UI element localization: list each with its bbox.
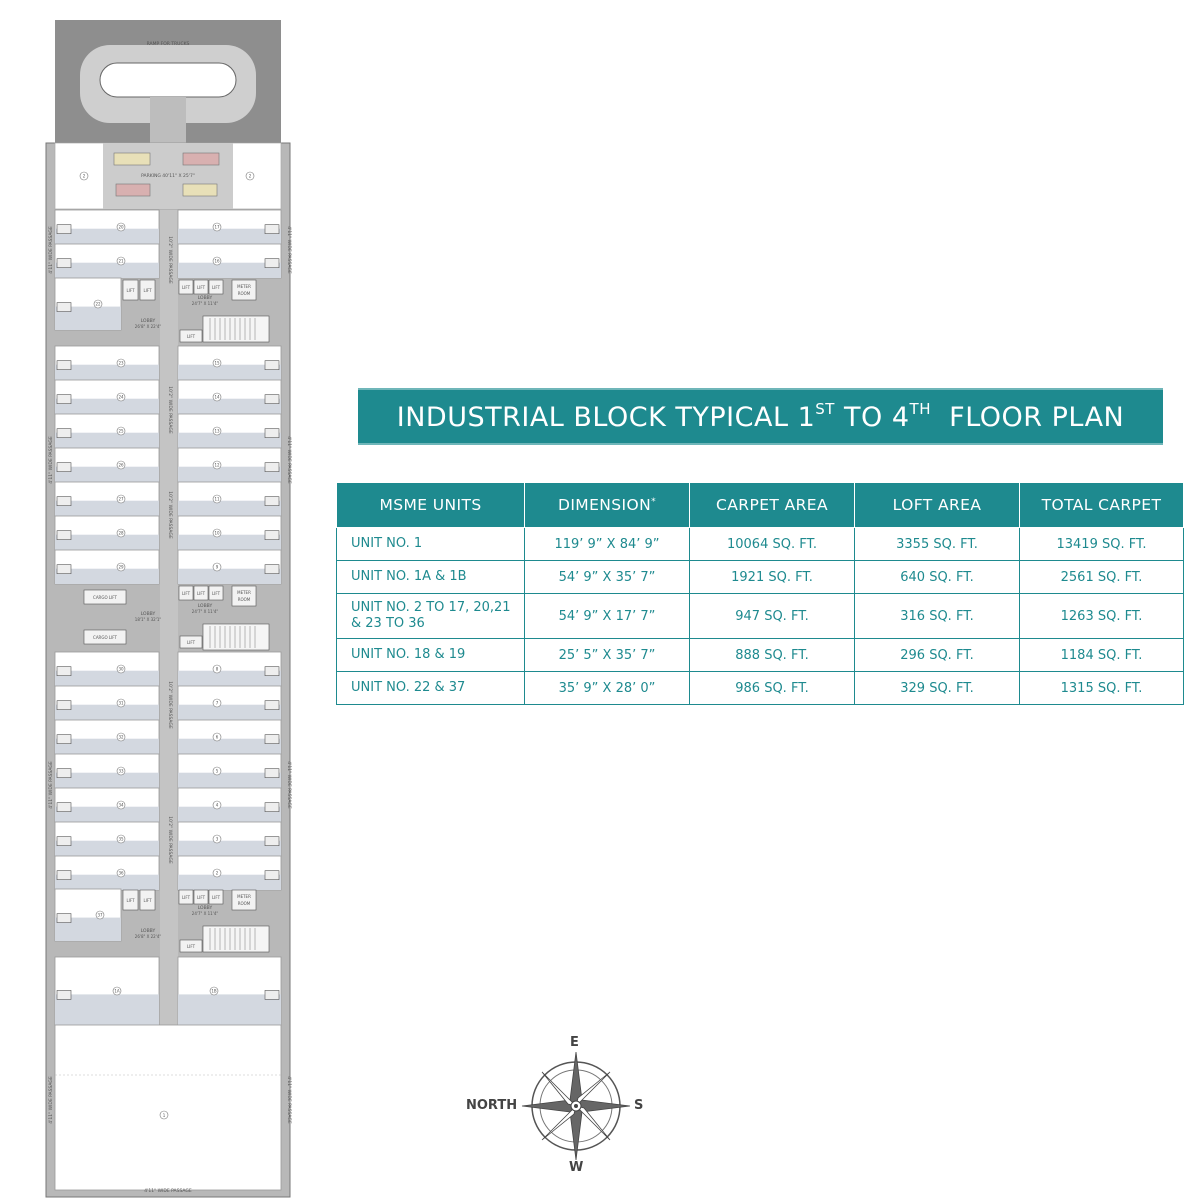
lift-label: LIFT (211, 285, 221, 290)
lobby-dimension: 26'8" X 22'4" (134, 324, 162, 329)
meter-room (232, 280, 256, 300)
lift-label: LIFT (126, 288, 135, 293)
loft-cell: 329 SQ. FT. (855, 672, 1020, 705)
lobby-dimension: 24'7" X 11'4" (191, 609, 219, 614)
loft-stair (265, 667, 279, 676)
lift-label: LIFT (211, 895, 221, 900)
unit-number: 37 (97, 912, 103, 918)
loft-stair (57, 701, 71, 710)
lift-label: LIFT (196, 285, 206, 290)
lift-label: LIFT (196, 591, 206, 596)
loft-stair (57, 395, 71, 404)
compass-south-label: S (634, 1098, 644, 1113)
unit-number: 12 (214, 462, 220, 468)
carpet-cell: 986 SQ. FT. (690, 672, 855, 705)
total-cell: 2561 SQ. FT. (1020, 561, 1184, 594)
column-header: DIMENSION* (525, 483, 690, 528)
loft-stair (265, 259, 279, 268)
loft-stair (265, 990, 279, 999)
compass-east-label: E (570, 1035, 579, 1050)
loft-stair (57, 914, 71, 923)
title-superscript: TH (909, 400, 931, 418)
dimension-cell: 35’ 9” X 28’ 0” (525, 672, 690, 705)
lobby-label: LOBBY (140, 929, 156, 934)
unit-number: 1B (211, 988, 217, 994)
unit-cell: UNIT NO. 2 TO 17, 20,21 & 23 TO 36 (337, 594, 525, 639)
loft-stair (265, 361, 279, 370)
truck-icon (116, 184, 150, 196)
meter-room-label: METER (237, 284, 251, 289)
truck-icon (183, 153, 219, 165)
lift-label: LIFT (186, 944, 196, 949)
title-text: TO 4 (834, 402, 910, 433)
side-passage-label: 4'11" WIDE PASSAGE (49, 761, 54, 809)
lift-label: LIFT (196, 895, 206, 900)
total-cell: 1315 SQ. FT. (1020, 672, 1184, 705)
cargo-lift-label: CARGO LIFT (93, 635, 117, 640)
bottom-passage-label: 4'11" WIDE PASSAGE (144, 1189, 192, 1194)
carpet-cell: 10064 SQ. FT. (690, 528, 855, 561)
loft-stair (57, 667, 71, 676)
unit-number: 1 (162, 1113, 166, 1118)
lift-label: LIFT (126, 898, 135, 903)
meter-room-label: METER (237, 894, 251, 899)
lobby-dimension: 18'1" X 32'1" (134, 617, 162, 622)
unit-cell: UNIT NO. 22 & 37 (337, 672, 525, 705)
staircase (203, 316, 269, 342)
unit-number: 5 (215, 768, 219, 774)
loft-stair (57, 871, 71, 880)
lobby-dimension: 24'7" X 11'4" (191, 301, 219, 306)
loft-stair (265, 837, 279, 846)
compass-west-label: W (569, 1160, 584, 1175)
loft-stair (265, 531, 279, 540)
lobby-label: LOBBY (140, 612, 156, 617)
loft-stair (57, 769, 71, 778)
loft-cell: 316 SQ. FT. (855, 594, 1020, 639)
truck-icon (183, 184, 217, 196)
lift-label: LIFT (143, 898, 152, 903)
loft-stair (265, 701, 279, 710)
unit-number: 27 (118, 496, 124, 502)
loft-stair (265, 497, 279, 506)
unit-number: 3 (215, 836, 219, 842)
meter-room-label: METER (237, 590, 251, 595)
title-superscript: ST (815, 400, 835, 418)
loft-stair (57, 497, 71, 506)
area-table (336, 482, 1184, 705)
unit-number: 32 (118, 734, 124, 740)
plan-title (358, 388, 1163, 445)
carpet-cell: 947 SQ. FT. (690, 594, 855, 639)
lobby-dimension: 24'7" X 11'4" (191, 911, 219, 916)
unit-number: 34 (118, 802, 124, 808)
loft-stair (57, 531, 71, 540)
title-text: FLOOR PLAN (931, 402, 1125, 433)
unit-number: 23 (118, 360, 124, 366)
loft-stair (57, 259, 71, 268)
unit-number: 11 (214, 496, 220, 502)
lobby-label: LOBBY (197, 604, 213, 609)
carpet-cell: 888 SQ. FT. (690, 639, 855, 672)
table-row (337, 639, 1184, 672)
unit-1-block (55, 1025, 281, 1190)
unit-number: 14 (214, 394, 220, 400)
loft-stair (265, 871, 279, 880)
central-passage-label: 10'2" WIDE PASSAGE (167, 491, 172, 539)
meter-room-label: ROOM (237, 291, 251, 296)
central-passage-label: 10'2" WIDE PASSAGE (167, 816, 172, 864)
loft-stair (57, 837, 71, 846)
loft-stair (265, 565, 279, 574)
central-passage-strip (160, 210, 178, 1025)
unit-number: 33 (118, 768, 124, 774)
staircase (203, 624, 269, 650)
dimension-cell: 54’ 9” X 17’ 7” (525, 594, 690, 639)
loft-stair (57, 735, 71, 744)
meter-room (232, 586, 256, 606)
lift-label: LIFT (186, 640, 196, 645)
cargo-lift-label: CARGO LIFT (93, 595, 117, 600)
unit-number: 36 (118, 870, 124, 876)
loft-stair (265, 803, 279, 812)
loft-stair (57, 803, 71, 812)
loft-stair (265, 769, 279, 778)
loft-cell: 296 SQ. FT. (855, 639, 1020, 672)
dimension-cell: 25’ 5” X 35’ 7” (525, 639, 690, 672)
lift-label: LIFT (181, 285, 191, 290)
column-header: MSME UNITS (337, 483, 525, 528)
parking-label: PARKING 40'11" X 25'7" (141, 174, 195, 179)
lobby-label: LOBBY (140, 319, 156, 324)
unit-number: 9 (215, 564, 219, 570)
unit-number: 7 (215, 700, 219, 706)
unit-number: 25 (118, 428, 124, 434)
loft-stair (265, 463, 279, 472)
truck-icon (114, 153, 150, 165)
side-passage-label: 4'11" WIDE PASSAGE (286, 1076, 291, 1124)
staircase (203, 926, 269, 952)
total-cell: 1263 SQ. FT. (1020, 594, 1184, 639)
lobby-dimension: 26'8" X 22'4" (134, 934, 162, 939)
unit-number: 15 (214, 360, 220, 366)
unit-number: 26 (118, 462, 124, 468)
table-header-row (337, 483, 1184, 528)
meter-room (232, 890, 256, 910)
loft-stair (265, 225, 279, 234)
column-header: LOFT AREA (855, 483, 1020, 528)
side-passage-label: 4'11" WIDE PASSAGE (286, 761, 291, 809)
lobby-label: LOBBY (197, 296, 213, 301)
ramp-island (100, 63, 236, 97)
table-row (337, 672, 1184, 705)
ramp-label: RAMP FOR TRUCKS (146, 42, 190, 47)
loft-stair (265, 429, 279, 438)
unit-cell: UNIT NO. 1 (337, 528, 525, 561)
loft-stair (57, 463, 71, 472)
loft-cell: 3355 SQ. FT. (855, 528, 1020, 561)
unit-number: 21 (118, 258, 124, 264)
lift-label: LIFT (211, 591, 221, 596)
meter-room-label: ROOM (237, 597, 251, 602)
unit-number: 22 (95, 301, 101, 307)
loft-stair (57, 990, 71, 999)
dimension-cell: 54’ 9” X 35’ 7” (525, 561, 690, 594)
column-header: CARPET AREA (690, 483, 855, 528)
unit-number: 30 (118, 666, 124, 672)
lift-label: LIFT (186, 334, 196, 339)
unit-number: 8 (215, 666, 219, 672)
ramp-entry (150, 97, 186, 143)
loft-stair (57, 361, 71, 370)
unit-number: 4 (215, 802, 219, 808)
loft-stair (57, 225, 71, 234)
dimension-cell: 119’ 9” X 84’ 9” (525, 528, 690, 561)
table-row (337, 594, 1184, 639)
unit-number: 13 (214, 428, 220, 434)
unit-number: 24 (118, 394, 124, 400)
table-row (337, 528, 1184, 561)
central-passage-label: 10'2" WIDE PASSAGE (167, 236, 172, 284)
unit-number: 31 (118, 700, 124, 706)
unit-number: 29 (118, 564, 124, 570)
compass-rose-icon (520, 1050, 632, 1162)
lift-label: LIFT (181, 895, 191, 900)
unit-number: 16 (214, 258, 220, 264)
column-header: TOTAL CARPET (1020, 483, 1184, 528)
loft-stair (265, 735, 279, 744)
central-passage-label: 10'2" WIDE PASSAGE (167, 681, 172, 729)
unit-number: 28 (118, 530, 124, 536)
table-row (337, 561, 1184, 594)
floor-plan (0, 0, 300, 1200)
side-passage-label: 4'11" WIDE PASSAGE (286, 226, 291, 274)
total-cell: 1184 SQ. FT. (1020, 639, 1184, 672)
unit-number: 35 (118, 836, 124, 842)
central-passage-label: 10'2" WIDE PASSAGE (167, 386, 172, 434)
meter-room-label: ROOM (237, 901, 251, 906)
unit-number: 20 (118, 224, 124, 230)
carpet-cell: 1921 SQ. FT. (690, 561, 855, 594)
total-cell: 13419 SQ. FT. (1020, 528, 1184, 561)
unit-number: 1A (114, 988, 120, 994)
unit-cell: UNIT NO. 1A & 1B (337, 561, 525, 594)
title-text: INDUSTRIAL BLOCK TYPICAL 1 (396, 402, 816, 433)
lobby-label: LOBBY (197, 906, 213, 911)
loft-cell: 640 SQ. FT. (855, 561, 1020, 594)
unit-number: 2 (82, 173, 86, 179)
loft-stair (57, 303, 71, 312)
side-passage-label: 4'11" WIDE PASSAGE (286, 436, 291, 484)
unit-number: 2 (248, 173, 252, 179)
loft-stair (57, 429, 71, 438)
side-passage-label: 4'11" WIDE PASSAGE (49, 436, 54, 484)
unit-cell: UNIT NO. 18 & 19 (337, 639, 525, 672)
loft-stair (265, 395, 279, 404)
unit-number: 17 (214, 224, 220, 230)
compass-north-label: NORTH (466, 1098, 518, 1113)
unit-number: 2 (215, 870, 219, 876)
side-passage-label: 4'11" WIDE PASSAGE (49, 1076, 54, 1124)
lift-label: LIFT (181, 591, 191, 596)
side-passage-label: 4'11" WIDE PASSAGE (49, 226, 54, 274)
lift-label: LIFT (143, 288, 152, 293)
unit-number: 10 (214, 530, 220, 536)
loft-stair (57, 565, 71, 574)
unit-number: 6 (215, 734, 219, 740)
